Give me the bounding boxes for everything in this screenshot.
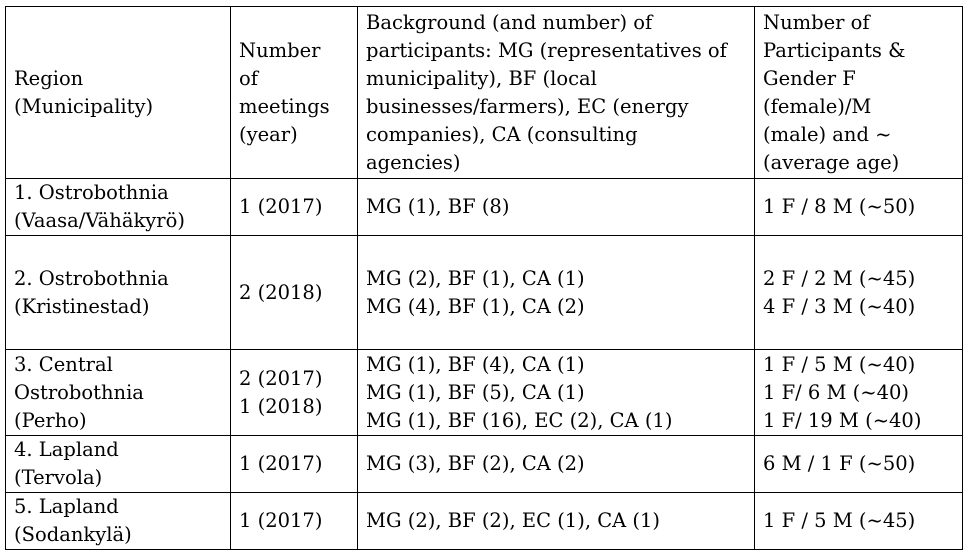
participants-cell: 1 F / 8 M (~50) [755,179,963,236]
region-cell: 3. Central Ostrobothnia (Perho) [6,350,231,436]
table-row [6,493,963,550]
region-cell: 4. Lapland (Tervola) [6,436,231,493]
meetings-cell: 2 (2017) 1 (2018) [231,350,358,436]
header-region: Region (Municipality) [6,7,231,179]
participants-cell: 1 F / 5 M (~40) 1 F/ 6 M (~40) 1 F/ 19 M (~40) [755,350,963,436]
meetings-cell: 2 (2018) [231,236,358,350]
background-cell: MG (1), BF (8) [358,179,755,236]
participants-table [5,6,963,550]
participants-cell: 6 M / 1 F (~50) [755,436,963,493]
background-cell: MG (1), BF (4), CA (1) MG (1), BF (5), CA (1) MG (1), BF (16), EC (2), CA (1) [358,350,755,436]
region-cell: 5. Lapland (Sodankylä) [6,493,231,550]
meetings-cell: 1 (2017) [231,436,358,493]
table-row [6,436,963,493]
participants-cell: 1 F / 5 M (~45) [755,493,963,550]
header-meetings: Number of meetings (year) [231,7,358,179]
meetings-cell: 1 (2017) [231,493,358,550]
table-row [6,179,963,236]
meetings-cell: 1 (2017) [231,179,358,236]
table-row [6,350,963,436]
participants-cell: 2 F / 2 M (~45) 4 F / 3 M (~40) [755,236,963,350]
background-cell: MG (2), BF (2), EC (1), CA (1) [358,493,755,550]
header-background: Background (and number) of participants: MG (representatives of municipality), BF (local businesses/farmers), EC (energy companies), CA (consulting agencies) [358,7,755,179]
header-row [6,7,963,179]
region-cell: 1. Ostrobothnia (Vaasa/Vähäkyrö) [6,179,231,236]
region-cell: 2. Ostrobothnia (Kristinestad) [6,236,231,350]
header-participants: Number of Participants & Gender F (female)/M (male) and ~ (average age) [755,7,963,179]
background-cell: MG (3), BF (2), CA (2) [358,436,755,493]
table-row [6,236,963,350]
background-cell: MG (2), BF (1), CA (1) MG (4), BF (1), CA (2) [358,236,755,350]
